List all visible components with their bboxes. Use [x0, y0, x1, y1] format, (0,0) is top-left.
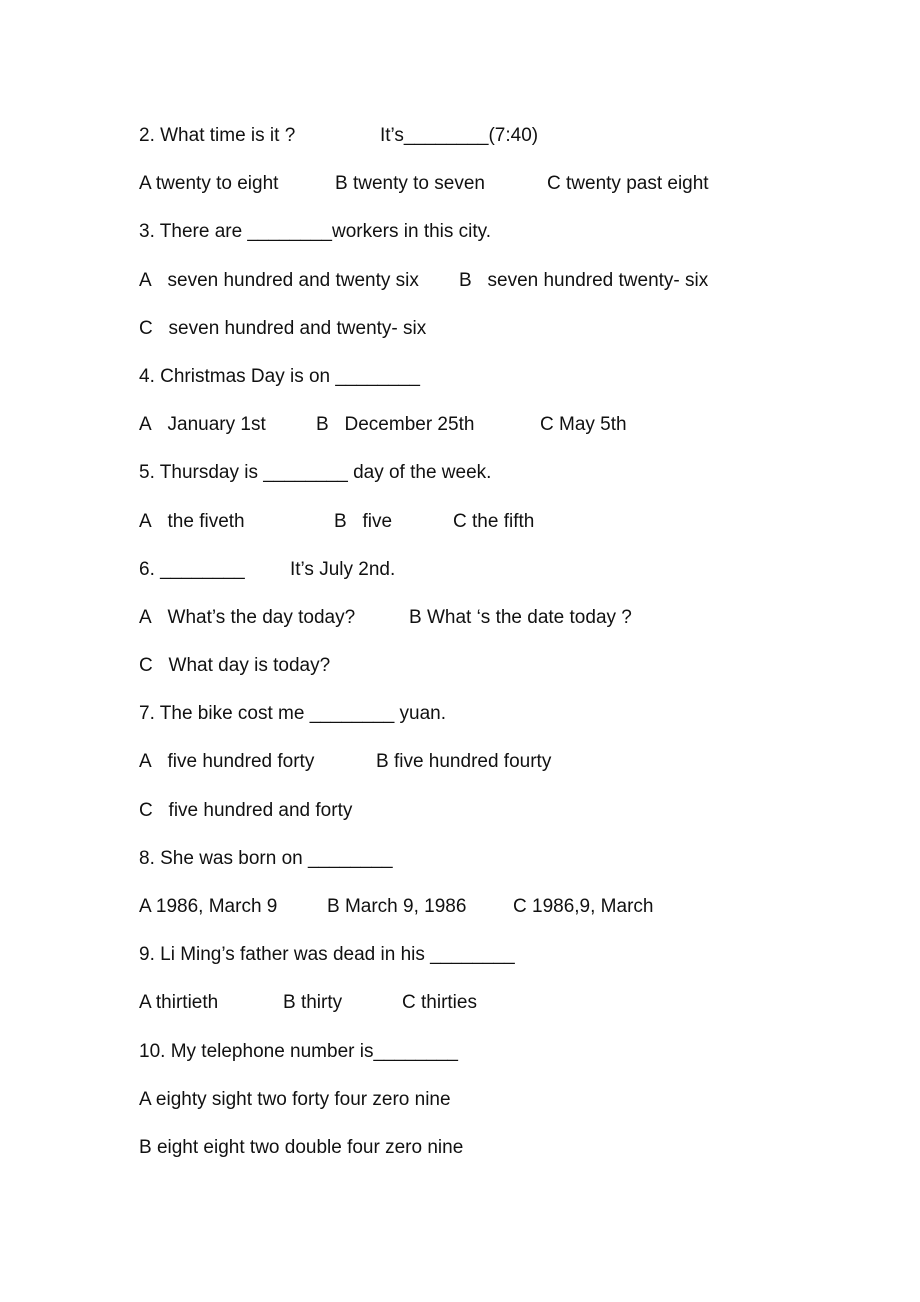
option-b: B March 9, 1986: [327, 896, 467, 917]
option-b: B eight eight two double four zero nine: [139, 1136, 464, 1158]
option-a: A 1986, March 9: [139, 896, 278, 917]
option-a: A the fiveth: [139, 510, 245, 532]
option-c: C 1986,9, March: [513, 896, 654, 917]
question-4-text: 4. Christmas Day is on ________: [139, 365, 420, 387]
question-2-answer: It’s________(7:40): [380, 125, 539, 146]
question-10-option-b-line: [139, 1132, 839, 1180]
option-c: C What day is today?: [139, 655, 331, 677]
worksheet-page: [139, 120, 839, 1180]
option-b: B five hundred fourty: [376, 751, 552, 773]
option-c: C seven hundred and twenty- six: [139, 317, 427, 339]
question-3-text: 3. There are ________workers in this city.: [139, 221, 492, 243]
option-b: B What ‘s the date today ?: [409, 606, 632, 628]
option-b: B thirty: [283, 992, 343, 1014]
question-9: [139, 939, 839, 987]
question-8: [139, 843, 839, 891]
question-5-text: 5. Thursday is ________ day of the week.: [139, 462, 492, 484]
option-a: A thirtieth: [139, 992, 219, 1014]
question-7: [139, 698, 839, 746]
question-10: [139, 1036, 839, 1084]
question-3-options-continued: [139, 313, 839, 361]
question-2-options: [139, 168, 839, 216]
question-3: [139, 216, 839, 264]
question-5: [139, 457, 839, 505]
question-4: [139, 361, 839, 409]
option-a: A twenty to eight: [139, 173, 279, 195]
question-3-options: [139, 265, 839, 313]
question-9-options: [139, 987, 839, 1035]
question-6-text: 6. ________: [139, 558, 245, 580]
option-b: B twenty to seven: [335, 173, 485, 195]
question-9-text: 9. Li Ming’s father was dead in his ________: [139, 944, 515, 966]
option-a: A eighty sight two forty four zero nine: [139, 1088, 451, 1110]
option-a: A January 1st: [139, 414, 266, 436]
question-8-options: [139, 891, 839, 939]
question-6-options: [139, 602, 839, 650]
question-7-options: [139, 746, 839, 794]
option-c: C May 5th: [540, 414, 627, 436]
question-7-options-continued: [139, 795, 839, 843]
question-10-option-a-line: [139, 1084, 839, 1132]
option-c: C five hundred and forty: [139, 799, 353, 821]
question-6: [139, 554, 839, 602]
question-5-options: [139, 506, 839, 554]
option-a: A What’s the day today?: [139, 606, 356, 628]
option-b: B five: [334, 510, 393, 532]
question-2-text: 2. What time is it ?: [139, 125, 296, 146]
option-a: A seven hundred and twenty six: [139, 269, 419, 291]
question-2: [139, 120, 839, 168]
option-c: C the fifth: [453, 510, 535, 532]
option-c: C twenty past eight: [547, 173, 709, 195]
question-6-answer: It’s July 2nd.: [290, 558, 396, 580]
option-a: A five hundred forty: [139, 751, 315, 773]
option-b: B December 25th: [316, 414, 475, 436]
option-b: B seven hundred twenty- six: [459, 269, 709, 291]
question-4-options: [139, 409, 839, 457]
question-6-options-continued: [139, 650, 839, 698]
question-7-text: 7. The bike cost me ________ yuan.: [139, 703, 447, 725]
option-c: C thirties: [402, 992, 477, 1014]
question-10-text: 10. My telephone number is________: [139, 1040, 459, 1062]
question-8-text: 8. She was born on ________: [139, 847, 393, 869]
